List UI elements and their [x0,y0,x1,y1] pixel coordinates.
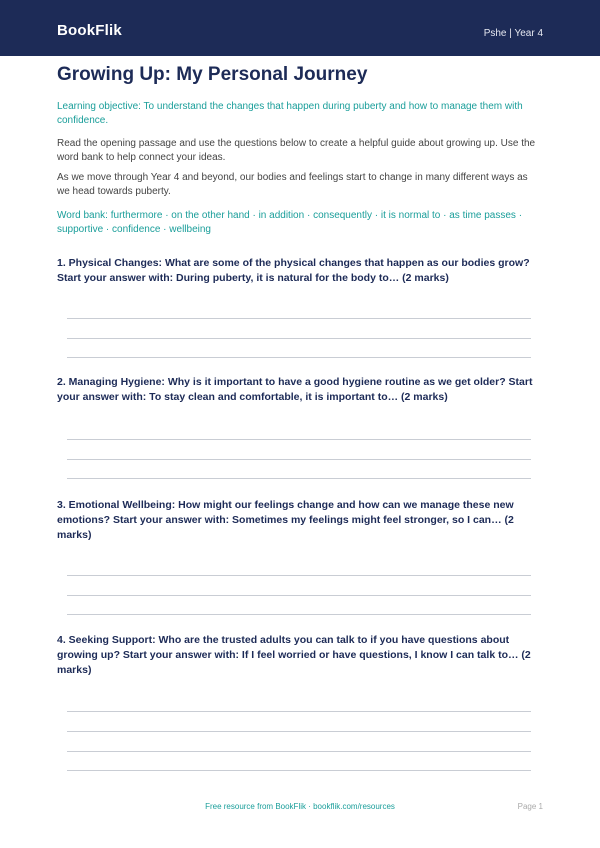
answer-line[interactable] [67,439,531,440]
answer-line[interactable] [67,338,531,339]
question-2: 2. Managing Hygiene: Why is it important to have a good hygiene routine as we get older? Start your answer with: To stay clean and comfortable, it is important to… (2 marks) [57,376,533,403]
question-4: 4. Seeking Support: Who are the trusted adults you can talk to if you have questions about growing up? Start your answer with: If I feel worried or have questions, I know I can talk to… (2 marks) [57,634,531,676]
question-3: 3. Emotional Wellbeing: How might our feelings change and how can we manage these new emotions? Start your answer with: Sometimes my feelings might feel stronger, so I can… (2 marks) [57,499,514,541]
word-bank: Word bank: furthermore · on the other hand · in addition · consequently · it is normal to · as time passes · supportive · confidence · wellbeing [57,210,523,235]
answer-line[interactable] [67,731,531,732]
answer-line[interactable] [67,711,531,712]
page-number: Page 1 [517,802,543,811]
page-title: Growing Up: My Personal Journey [57,64,368,85]
learning-objective: Learning objective: To understand the changes that happen during puberty and how to manage them with confidence. [57,101,523,126]
answer-line[interactable] [67,357,531,358]
subject-year-label: Pshe | Year 4 [483,28,543,39]
answer-line[interactable] [67,575,531,576]
question-1: 1. Physical Changes: What are some of the physical changes that happen as our bodies grow? Start your answer with: During puberty, it is natural for the body to… (2 marks) [57,257,530,284]
intro-paragraph-2: As we move through Year 4 and beyond, our bodies and feelings start to change in many different ways as we head towards puberty. [57,172,528,197]
header-bar [0,0,600,56]
answer-line[interactable] [67,595,531,596]
answer-line[interactable] [67,459,531,460]
answer-line[interactable] [67,751,531,752]
intro-paragraph-1: Read the opening passage and use the questions below to create a helpful guide about growing up. Use the word bank to help connect your ideas. [57,138,536,163]
answer-line[interactable] [67,478,531,479]
answer-line[interactable] [67,770,531,771]
answer-line[interactable] [67,318,531,319]
brand-logo: BookFlik [57,22,122,39]
footer-credit: Free resource from BookFlik · bookflik.com/resources [205,802,395,811]
answer-line[interactable] [67,614,531,615]
